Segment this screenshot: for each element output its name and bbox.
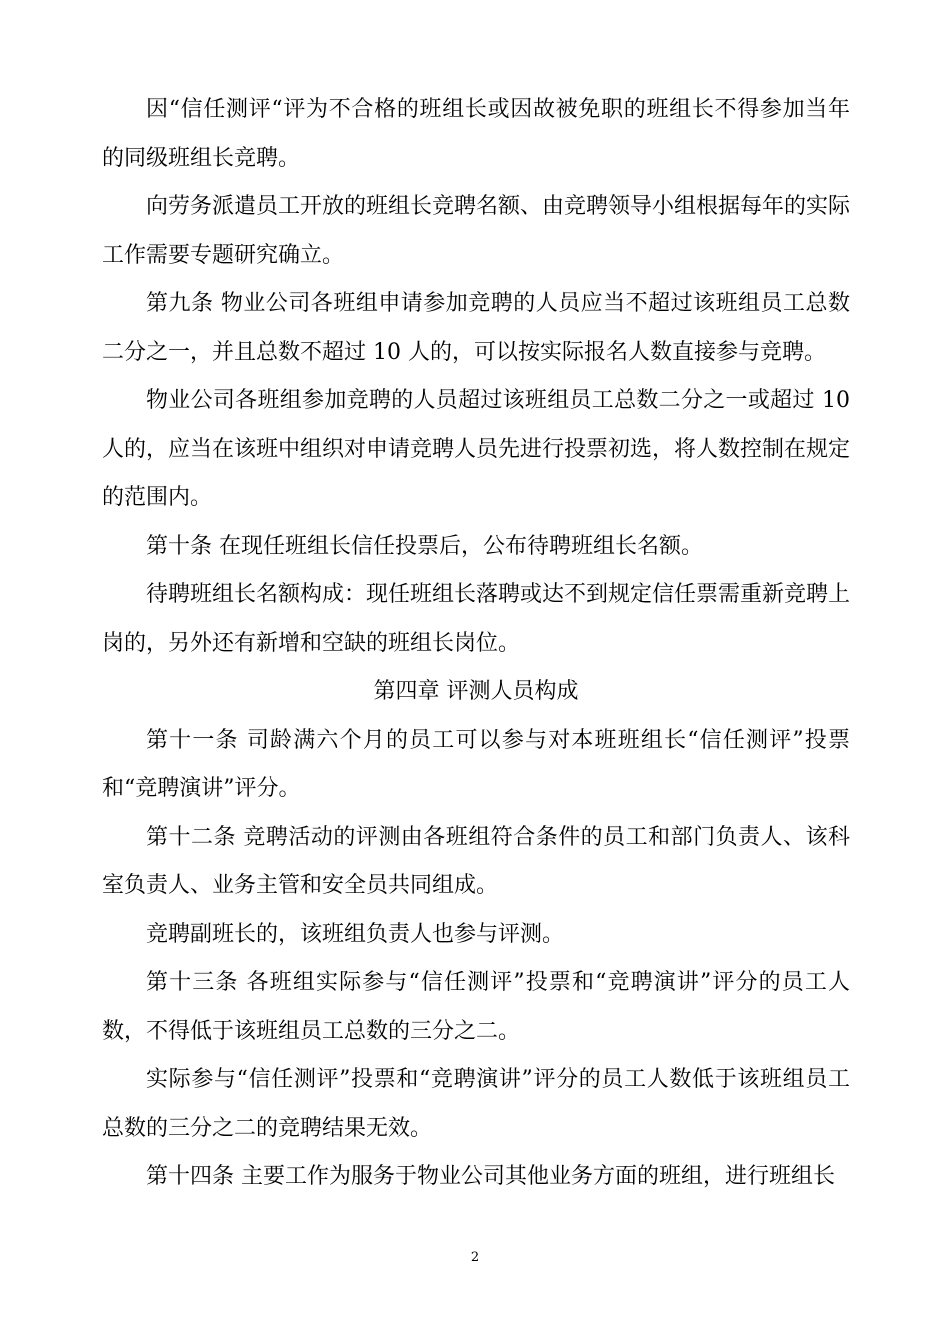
paragraph: 第十四条 主要工作为服务于物业公司其他业务方面的班组，进行班组长: [146, 1164, 835, 1189]
chapter-heading: 第四章 评测人员构成: [373, 679, 579, 704]
page-number: 2: [470, 1250, 480, 1265]
paragraph: 物业公司各班组参加竞聘的人员超过该班组员工总数二分之一或超过 10 人的，应当在该班中组织对申请竞聘人员先进行投票初选，将人数控制在规定的范围内。: [102, 388, 851, 510]
paragraph: 因“信任测评“评为不合格的班组长或因故被免职的班组长不得参加当年的同级班组长竞聘。: [102, 97, 850, 171]
paragraph: 第十三条 各班组实际参与“信任测评”投票和“竞聘演讲”评分的员工人数，不得低于该班组员工总数的三分之二。: [102, 970, 850, 1044]
document-body: [102, 86, 850, 1202]
paragraph: 第十条 在现任班组长信任投票后，公布待聘班组长名额。: [146, 533, 703, 559]
paragraph: 实际参与“信任测评”投票和“竞聘演讲”评分的员工人数低于该班组员工总数的三分之二的竞聘结果无效。: [102, 1067, 850, 1141]
paragraph: 第十一条 司龄满六个月的员工可以参与对本班班组长“信任测评”投票和“竞聘演讲”评分。: [102, 727, 850, 801]
paragraph: 向劳务派遣员工开放的班组长竞聘名额、由竞聘领导小组根据每年的实际工作需要专题研究确立。: [102, 194, 851, 268]
paragraph: 第九条 物业公司各班组申请参加竞聘的人员应当不超过该班组员工总数二分之一，并且总数不超过 10 人的，可以按实际报名人数直接参与竞聘。: [102, 291, 850, 365]
paragraph: 竞聘副班长的，该班组负责人也参与评测。: [146, 921, 565, 947]
paragraph: 第十二条 竞聘活动的评测由各班组符合条件的员工和部门负责人、该科室负责人、业务主管和安全员共同组成。: [102, 824, 850, 898]
paragraph: 待聘班组长名额构成：现任班组长落聘或达不到规定信任票需重新竞聘上岗的，另外还有新增和空缺的班组长岗位。: [102, 582, 851, 656]
